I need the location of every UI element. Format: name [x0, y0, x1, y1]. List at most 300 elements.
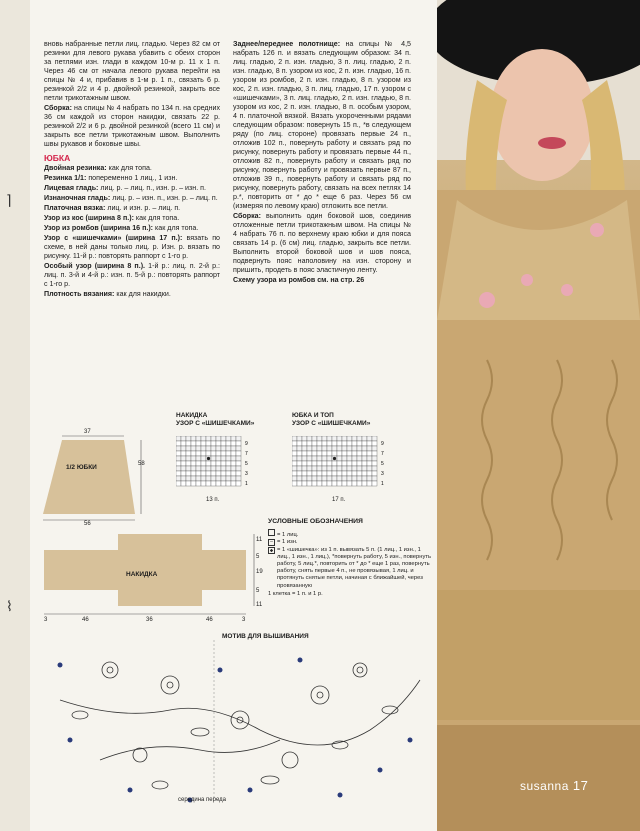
stitch-cell — [196, 461, 201, 466]
page-footer — [520, 778, 588, 793]
text: на спицы № 4,5 набрать 126 п. и вязать следующим образом: 34 п. лиц. гладью, 2 п. изн. гладью, 3 п. лиц. гладью, 2 п. изн. гладью, 8 п. узором из кос, 2 п. изн. гладью, 16 п. узором из ромбов, 2 п. изн. гладью, 8 п. узором из кос, 2 п. изн. гладью, 3 п. лиц. гладью, 17 п. узором с «шишечками», 3 п. лиц. гладью, 2 п. изн. гладью, 8 п. узором из кос, 2 п. изн. гладью, 8 п. особым узором, 4 п. платочной вязкой. Вязать укороченными рядами следующим образом: повернуть 15 п., *в следующем ряду (по лиц. стороне) провязать первые 24 п., отложив 102 п., повернуть работу и связать ряд по рисунку, повернуть работу и провязать первые 44 п., отложив 82 п., повернуть работу и связать ряд по рисунку, повернуть работу и провязать первые 87 п., отложив 39 п., повернуть работу и связать ряд по рисунку, повернуть работу, связать на всех петлях 14 р.*, повторить от * до * еще 6 раз. Через 56 см (измеряя по левому краю) отложить все петли. — [233, 40, 411, 210]
stitch-cell — [362, 466, 367, 471]
legend-text: 1 клетка = 1 п. и 1 р. — [268, 590, 323, 597]
stitch-cell — [312, 456, 317, 461]
stitch-cell — [292, 446, 297, 451]
legend — [268, 518, 433, 598]
dim-bottom: 56 — [84, 521, 91, 527]
purl-symbol-icon: – — [268, 539, 275, 546]
stitch-cell — [186, 436, 191, 441]
stitch-cell — [176, 481, 181, 486]
stitch-cell — [312, 481, 317, 486]
stitch-cell — [211, 436, 216, 441]
stitch-cell — [181, 451, 186, 456]
stitch-cell — [362, 471, 367, 476]
cape-label: НАКИДКА — [126, 571, 158, 578]
stitch-cell — [211, 451, 216, 456]
stitch-cell — [196, 446, 201, 451]
stitch-cell — [216, 461, 221, 466]
stitch-cell — [322, 461, 327, 466]
stitch-cell — [362, 456, 367, 461]
stitch-cell — [342, 446, 347, 451]
stitch-cell — [327, 446, 332, 451]
stitch-cell — [211, 466, 216, 471]
item — [44, 262, 220, 289]
stitch-cell — [357, 436, 362, 441]
stitch-cell — [352, 471, 357, 476]
stitch-cell — [317, 456, 322, 461]
stitch-cell — [297, 456, 302, 461]
term: Изнаночная гладь: — [44, 194, 111, 202]
term: Сборка: — [233, 212, 261, 220]
text: как для топа. — [133, 214, 180, 222]
stitch-cell — [357, 451, 362, 456]
stitch-cell — [362, 461, 367, 466]
stitch-cell — [196, 436, 201, 441]
stitch-cell — [337, 476, 342, 481]
row-number: 9 — [381, 441, 384, 447]
stitch-cell — [352, 451, 357, 456]
stitch-cell — [201, 481, 206, 486]
stitch-cell — [307, 476, 312, 481]
motif-title: МОТИВ ДЛЯ ВЫШИВАНИЯ — [222, 633, 309, 640]
text: лиц. и изн. р. – лиц. п. — [105, 204, 181, 212]
text: как для накидки. — [114, 290, 171, 298]
stitch-cell — [226, 481, 231, 486]
stitch-cell — [206, 461, 211, 466]
stitch-cell — [226, 466, 231, 471]
stitch-cell — [357, 461, 362, 466]
stitch-cell — [196, 471, 201, 476]
stitch-cell — [337, 466, 342, 471]
stitch-cell — [186, 446, 191, 451]
term: Заднее/переднее полотнище: — [233, 40, 341, 48]
stitch-cell — [302, 446, 307, 451]
row-number: 5 — [381, 461, 384, 467]
skirt-label: 1/2 ЮБКИ — [66, 464, 97, 471]
bobble-stitch — [207, 457, 210, 460]
stitch-cell — [236, 451, 241, 456]
stitch-cell — [297, 446, 302, 451]
stitch-cell — [362, 481, 367, 486]
stitch-cell — [337, 441, 342, 446]
stitch-cell — [352, 481, 357, 486]
stitch-cell — [211, 481, 216, 486]
row-number: 7 — [381, 451, 384, 457]
stitch-cell — [186, 461, 191, 466]
stitch-cell — [211, 476, 216, 481]
stitch-cell — [332, 471, 337, 476]
stitch-cell — [337, 471, 342, 476]
stitch-cell — [216, 436, 221, 441]
stitch-cell — [327, 461, 332, 466]
stitch-cell — [342, 441, 347, 446]
binding-mark-icon: ⌉ — [6, 192, 12, 208]
stitch-cell — [231, 461, 236, 466]
stitch-cell — [357, 476, 362, 481]
legend-item — [268, 591, 433, 598]
stitch-cell — [302, 471, 307, 476]
stitch-cell — [231, 451, 236, 456]
stitch-cell — [196, 466, 201, 471]
photo-illustration — [437, 0, 640, 831]
cape-dim: 11 — [256, 537, 263, 543]
stitch-cell — [186, 471, 191, 476]
stitch-cell — [357, 466, 362, 471]
stitch-cell — [206, 441, 211, 446]
stitch-cell — [332, 446, 337, 451]
stitch-cell — [312, 451, 317, 456]
stitch-cell — [302, 476, 307, 481]
text: выполнить один боковой шов, соединив отложенные петли трикотажным швом. На спицы № 4 набрать 76 п. по верхнему краю юбки и для пояса связать 14 р. (6 см) лиц. гладью, закрыть все петли. Выполнить второй боковой шов и шов пояса, подвернуть пояс наполовину на изн. сторону и пришить, продеть в пояс эластичную ленту. — [233, 212, 411, 274]
stitch-cell — [297, 436, 302, 441]
stitch-cell — [327, 441, 332, 446]
legend-item — [268, 539, 433, 546]
stitch-cell — [221, 451, 226, 456]
cape-dim: 46 — [206, 617, 213, 623]
stitch-cell — [332, 451, 337, 456]
stitch-cell — [342, 436, 347, 441]
stitch-cell — [367, 476, 372, 481]
stitch-cell — [191, 466, 196, 471]
stitch-cell — [186, 476, 191, 481]
stitch-cell — [221, 476, 226, 481]
paragraph: вновь набранные петли лиц. гладью. Через 82 см от резинки для левого рукава убавить с обеих сторон за петлями изн. глади в каждом 10-м р. 11 х 1 п. Через 46 см от начала левого рукава перейти на спицы № 4 и, прибавив в 1-м р. 1 п., связать 6 р. резинкой 2/2 и 4 р. двойной резинкой, закрыть все петли трикотажным швом. — [44, 40, 220, 102]
stitch-cell — [302, 456, 307, 461]
item — [44, 290, 220, 299]
term: Узор из ромбов (ширина 16 п.): — [44, 224, 154, 232]
paragraph — [44, 104, 220, 149]
chart1-width: 13 п. — [206, 497, 220, 503]
stitch-cell — [226, 436, 231, 441]
stitch-cell — [196, 441, 201, 446]
page-number: 17 — [572, 778, 589, 793]
stitch-cell — [312, 436, 317, 441]
item — [44, 194, 220, 203]
stitch-cell — [307, 436, 312, 441]
stitch-cell — [292, 451, 297, 456]
stitch-cell — [312, 471, 317, 476]
stitch-cell — [327, 436, 332, 441]
stitch-cell — [317, 471, 322, 476]
stitch-cell — [337, 481, 342, 486]
stitch-cell — [352, 461, 357, 466]
legend-title: УСЛОВНЫЕ ОБОЗНАЧЕНИЯ — [268, 518, 363, 525]
stitch-cell — [191, 451, 196, 456]
chart1-title — [176, 412, 254, 428]
stitch-cell — [191, 441, 196, 446]
stitch-cell — [327, 466, 332, 471]
stitch-cell — [312, 441, 317, 446]
dim-top: 37 — [84, 429, 91, 435]
stitch-cell — [372, 471, 377, 476]
binding-strip — [0, 0, 30, 831]
text: попеременно 1 лиц., 1 изн. — [86, 174, 178, 182]
stitch-cell — [342, 461, 347, 466]
term: Узор из кос (ширина 8 п.): — [44, 214, 134, 222]
stitch-cell — [191, 481, 196, 486]
stitch-cell — [332, 466, 337, 471]
chart2-grid — [292, 436, 412, 496]
stitch-cell — [347, 456, 352, 461]
stitch-cell — [362, 441, 367, 446]
stitch-cell — [196, 481, 201, 486]
stitch-cell — [231, 446, 236, 451]
legend-item — [268, 547, 433, 590]
legend-text: = 1 «шишечка»: из 1 п. вывязать 5 п. (1 лиц., 1 изн., 1 лиц., 1 изн., 1 лиц.), *повернуть работу, 5 изн., повернуть работу, 5 лиц.*, повторить от * до * еще 1 раз, повернуть работу, снять первые 4 п., не провязывая, 1 лиц. и протянуть снятые петли, начиная с ближайшей, через провязанную — [277, 546, 432, 589]
stitch-cell — [186, 456, 191, 461]
stitch-cell — [302, 436, 307, 441]
stitch-cell — [352, 456, 357, 461]
stitch-cell — [307, 481, 312, 486]
stitch-cell — [347, 441, 352, 446]
cape-dim: 46 — [82, 617, 89, 623]
stitch-cell — [317, 436, 322, 441]
stitch-cell — [211, 461, 216, 466]
stitch-cell — [176, 476, 181, 481]
stitch-cell — [357, 446, 362, 451]
stitch-cell — [176, 446, 181, 451]
cape-dim: 11 — [256, 602, 263, 608]
stitch-cell — [297, 471, 302, 476]
stitch-cell — [372, 441, 377, 446]
chart2-title — [292, 412, 370, 428]
stitch-cell — [191, 456, 196, 461]
stitch-cell — [196, 476, 201, 481]
stitch-cell — [292, 461, 297, 466]
stitch-cell — [221, 471, 226, 476]
stitch-cell — [221, 461, 226, 466]
stitch-cell — [347, 461, 352, 466]
stitch-cell — [181, 456, 186, 461]
stitch-cell — [292, 471, 297, 476]
stitch-cell — [226, 461, 231, 466]
bobble-symbol-icon — [268, 547, 275, 554]
stitch-cell — [337, 436, 342, 441]
stitch-cell — [211, 456, 216, 461]
stitch-cell — [196, 451, 201, 456]
stitch-cell — [201, 456, 206, 461]
stitch-cell — [327, 471, 332, 476]
stitch-cell — [292, 436, 297, 441]
text: лиц. р. – изн. п., изн. р. – лиц. п. — [110, 194, 218, 202]
stitch-cell — [307, 441, 312, 446]
stitch-cell — [191, 461, 196, 466]
stitch-cell — [236, 476, 241, 481]
stitch-cell — [372, 476, 377, 481]
stitch-cell — [236, 436, 241, 441]
stitch-cell — [236, 481, 241, 486]
stitch-cell — [322, 441, 327, 446]
text: 1-й р.: лиц. п. 2-й р.: лиц. п. 3-й и 4-й р.: изн. п. 5-й р.: повторять раппорт с 1-го р. — [44, 262, 220, 288]
stitch-cell — [236, 456, 241, 461]
section-heading: ЮБКА — [44, 153, 71, 163]
stitch-cell — [322, 436, 327, 441]
row-number: 5 — [245, 461, 248, 467]
stitch-cell — [176, 436, 181, 441]
stitch-cell — [322, 451, 327, 456]
stitch-cell — [201, 436, 206, 441]
term: Плотность вязания: — [44, 290, 115, 298]
stitch-cell — [357, 441, 362, 446]
stitch-cell — [362, 446, 367, 451]
stitch-cell — [352, 476, 357, 481]
stitch-cell — [342, 466, 347, 471]
stitch-cell — [327, 451, 332, 456]
stitch-cell — [181, 446, 186, 451]
motif-center-label: середина переда — [178, 797, 227, 803]
stitch-cell — [206, 481, 211, 486]
chart2-width: 17 п. — [332, 497, 346, 503]
stitch-cell — [307, 456, 312, 461]
stitch-cell — [307, 451, 312, 456]
row-number: 3 — [245, 471, 248, 477]
model-photo — [437, 0, 640, 831]
stitch-cell — [342, 451, 347, 456]
item — [44, 184, 220, 193]
stitch-cell — [322, 456, 327, 461]
stitch-cell — [347, 451, 352, 456]
stitch-cell — [367, 441, 372, 446]
stitch-cell — [221, 446, 226, 451]
stitch-cell — [201, 461, 206, 466]
stitch-cell — [352, 436, 357, 441]
stitch-cell — [372, 466, 377, 471]
stitch-cell — [221, 456, 226, 461]
chart1-grid — [176, 436, 266, 496]
stitch-cell — [307, 471, 312, 476]
stitch-cell — [367, 466, 372, 471]
stitch-cell — [352, 441, 357, 446]
stitch-cell — [216, 446, 221, 451]
stitch-cell — [347, 466, 352, 471]
stitch-cell — [347, 476, 352, 481]
stitch-cell — [176, 451, 181, 456]
stitch-cell — [347, 471, 352, 476]
stitch-cell — [362, 451, 367, 456]
stitch-cell — [352, 466, 357, 471]
stitch-cell — [216, 441, 221, 446]
stitch-cell — [292, 441, 297, 446]
term: Платочная вязка: — [44, 204, 106, 212]
stitch-cell — [327, 476, 332, 481]
term: Узор с «шишечками» (ширина 17 п.): — [44, 234, 183, 242]
stitch-cell — [327, 456, 332, 461]
stitch-cell — [317, 466, 322, 471]
stitch-cell — [367, 471, 372, 476]
stitch-cell — [297, 481, 302, 486]
term: Лицевая гладь: — [44, 184, 99, 192]
item — [44, 174, 220, 183]
stitch-cell — [206, 446, 211, 451]
stitch-cell — [236, 461, 241, 466]
stitch-cell — [201, 476, 206, 481]
row-number: 1 — [381, 481, 384, 487]
item — [44, 164, 220, 173]
stitch-cell — [372, 461, 377, 466]
stitch-cell — [302, 466, 307, 471]
stitch-cell — [307, 461, 312, 466]
row-number: 7 — [245, 451, 248, 457]
row-number: 3 — [381, 471, 384, 477]
item — [44, 234, 220, 261]
stitch-cell — [362, 476, 367, 481]
stitch-cell — [322, 476, 327, 481]
text: как для топа. — [153, 224, 199, 232]
stitch-cell — [367, 446, 372, 451]
stitch-cell — [342, 476, 347, 481]
stitch-cell — [332, 481, 337, 486]
stitch-cell — [332, 436, 337, 441]
stitch-cell — [357, 456, 362, 461]
stitch-cell — [201, 441, 206, 446]
stitch-cell — [307, 466, 312, 471]
bobble-stitch — [333, 457, 336, 460]
stitch-cell — [332, 461, 337, 466]
stitch-cell — [312, 446, 317, 451]
stitch-cell — [201, 471, 206, 476]
stitch-cell — [236, 441, 241, 446]
stitch-cell — [181, 476, 186, 481]
stitch-cell — [216, 451, 221, 456]
stitch-cell — [176, 461, 181, 466]
text: на спицы № 4 набрать по 134 п. на средних 36 см каждой из сторон накидки, связать 22 р. резинкой 2/2 и 6 р. двойной резинкой (всего 11 см) и закрыть все петли трикотажным швом. Выполнить швы рукавов и боковые швы. — [44, 104, 220, 148]
stitch-cell — [231, 456, 236, 461]
stitch-cell — [372, 456, 377, 461]
stitch-cell — [347, 436, 352, 441]
stitch-cell — [181, 441, 186, 446]
stitch-cell — [181, 471, 186, 476]
stitch-cell — [186, 451, 191, 456]
stitch-cell — [292, 481, 297, 486]
cape-dim: 36 — [146, 617, 153, 623]
stitch-cell — [226, 441, 231, 446]
stitch-cell — [292, 476, 297, 481]
stitch-cell — [322, 466, 327, 471]
stitch-cell — [201, 466, 206, 471]
stitch-cell — [226, 451, 231, 456]
stitch-cell — [367, 436, 372, 441]
text-column-left — [44, 40, 220, 300]
stitch-cell — [221, 441, 226, 446]
stitch-cell — [357, 471, 362, 476]
stitch-cell — [292, 466, 297, 471]
stitch-cell — [337, 446, 342, 451]
stitch-cell — [211, 471, 216, 476]
stitch-cell — [297, 476, 302, 481]
stitch-cell — [297, 466, 302, 471]
stitch-cell — [181, 466, 186, 471]
stitch-cell — [317, 446, 322, 451]
stitch-cell — [332, 441, 337, 446]
stitch-cell — [226, 471, 231, 476]
stitch-cell — [332, 476, 337, 481]
embroidery-motif — [40, 640, 430, 810]
stitch-cell — [191, 446, 196, 451]
stitch-cell — [231, 471, 236, 476]
stitch-cell — [297, 461, 302, 466]
stitch-cell — [337, 461, 342, 466]
stitch-cell — [181, 436, 186, 441]
legend-item — [268, 529, 433, 539]
stitch-cell — [357, 481, 362, 486]
stitch-cell — [226, 446, 231, 451]
stitch-cell — [191, 471, 196, 476]
item — [44, 214, 220, 223]
stitch-cell — [362, 436, 367, 441]
row-number: 9 — [245, 441, 248, 447]
stitch-cell — [317, 451, 322, 456]
